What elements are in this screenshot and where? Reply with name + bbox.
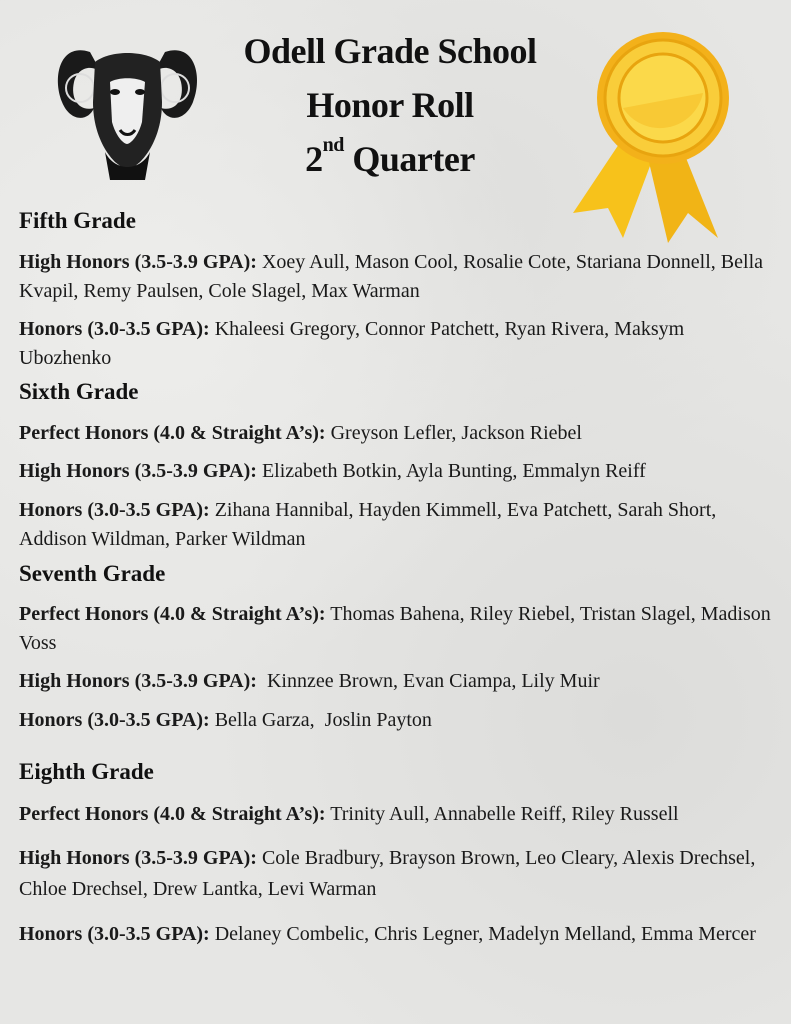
grade-heading-sixth: Sixth Grade <box>19 379 139 404</box>
title-school: Odell Grade School <box>243 31 537 71</box>
honors-entry <box>19 706 774 735</box>
honors-entry <box>19 496 774 554</box>
honors-entry <box>19 248 774 306</box>
honors-entry <box>19 843 774 905</box>
category-label: High Honors (3.5-3.9 GPA): <box>19 670 257 692</box>
grade-heading-seventh: Seventh Grade <box>19 561 166 586</box>
title-quarter <box>190 134 590 180</box>
grade-heading-eighth: Eighth Grade <box>19 759 154 784</box>
category-label: Perfect Honors (4.0 & Straight A’s): <box>19 603 326 625</box>
title-honor-roll: Honor Roll <box>306 85 474 125</box>
student-names: Trinity Aull, Annabelle Reiff, Riley Russell <box>325 803 679 825</box>
honors-entry <box>19 600 774 658</box>
honors-entry <box>19 667 774 696</box>
student-names: Zihana Hannibal, Hayden Kimmell, Eva Patchett, Sarah Short, Addison Wildman, Parker Wildman <box>19 499 717 550</box>
category-label: Honors (3.0-3.5 GPA): <box>19 923 210 945</box>
category-label: Honors (3.0-3.5 GPA): <box>19 499 210 521</box>
category-label: High Honors (3.5-3.9 GPA): <box>19 847 257 869</box>
quarter-suffix: nd <box>322 134 344 156</box>
grade-heading-fifth: Fifth Grade <box>19 208 136 233</box>
student-names: Greyson Lefler, Jackson Riebel <box>325 422 582 444</box>
student-names: Thomas Bahena, Riley Riebel, Tristan Slagel, Madison Voss <box>19 603 771 654</box>
award-ribbon-icon <box>568 28 736 248</box>
student-names: Xoey Aull, Mason Cool, Rosalie Cote, Stariana Donnell, Bella Kvapil, Remy Paulsen, Cole Slagel, Max Warman <box>19 251 763 302</box>
student-names: Cole Bradbury, Brayson Brown, Leo Cleary, Alexis Drechsel, Chloe Drechsel, Drew Lantka, Levi Warman <box>19 847 756 900</box>
student-names: Bella Garza, Joslin Payton <box>209 709 432 731</box>
student-names: Delaney Combelic, Chris Legner, Madelyn Melland, Emma Mercer <box>209 923 756 945</box>
honors-entry <box>19 419 774 448</box>
category-label: Perfect Honors (4.0 & Straight A’s): <box>19 422 326 444</box>
honors-entry <box>19 315 774 373</box>
student-names: Khaleesi Gregory, Connor Patchett, Ryan Rivera, Maksym Ubozhenko <box>19 318 685 369</box>
category-label: Honors (3.0-3.5 GPA): <box>19 709 210 731</box>
honors-entry <box>19 457 774 486</box>
student-names: Elizabeth Botkin, Ayla Bunting, Emmalyn Reiff <box>256 460 646 482</box>
quarter-word: Quarter <box>343 139 475 179</box>
ram-head-icon <box>50 22 205 185</box>
category-label: High Honors (3.5-3.9 GPA): <box>19 460 257 482</box>
category-label: Perfect Honors (4.0 & Straight A’s): <box>19 803 326 825</box>
student-names: Kinnzee Brown, Evan Ciampa, Lily Muir <box>256 670 600 692</box>
honors-entry <box>19 800 774 829</box>
category-label: High Honors (3.5-3.9 GPA): <box>19 251 257 273</box>
honors-entry <box>19 918 774 950</box>
category-label: Honors (3.0-3.5 GPA): <box>19 318 210 340</box>
quarter-number: 2 <box>305 139 323 179</box>
